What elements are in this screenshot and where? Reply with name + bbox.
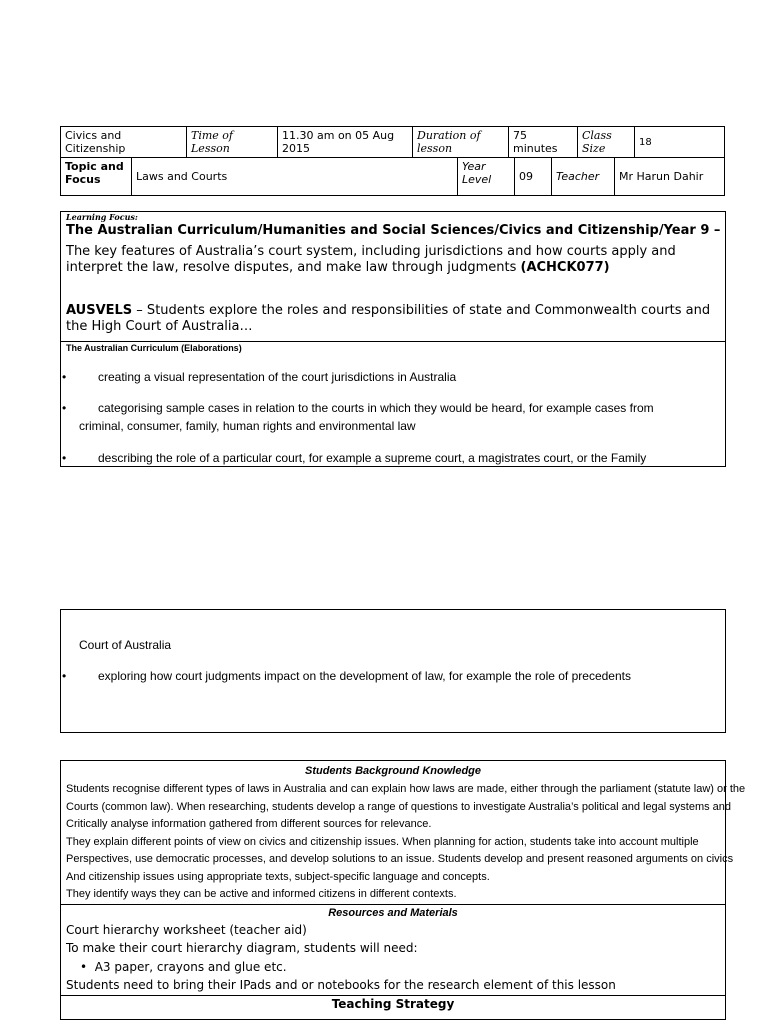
- background-line: Courts (common law). When researching, students develop a range of questions to investigate Australia’s political and legal systems and: [66, 800, 732, 813]
- year-value-cell: 09: [515, 158, 552, 196]
- year-label-cell: Year Level: [458, 158, 515, 196]
- teacher-value-cell: Mr Harun Dahir: [615, 158, 725, 196]
- bullet-icon: •: [62, 370, 67, 384]
- background-line: Students recognise different types of laws in Australia and can explain how laws are made, either through the parliament (statute law) or the: [66, 783, 746, 795]
- background-line: They explain different points of view on civics and citizenship issues. When planning for action, students take into account multiple: [66, 835, 699, 848]
- bullet-icon: •: [80, 960, 88, 974]
- bullet-icon: •: [62, 669, 67, 683]
- elaborations-label: The Australian Curriculum (Elaborations): [66, 343, 242, 353]
- teacher-label-cell: Teacher: [552, 158, 615, 196]
- ausvels-label: AUSVELS: [66, 303, 133, 318]
- bullet-icon: •: [62, 451, 67, 465]
- resources-bullet-text: A3 paper, crayons and glue etc.: [94, 960, 287, 974]
- lesson-header-table: [60, 126, 725, 158]
- resources-line-2: To make their court hierarchy diagram, students will need:: [66, 941, 418, 955]
- resources-line-3: Students need to bring their IPads and or notebooks for the research element of this lesson: [66, 978, 616, 992]
- time-value-cell: 11.30 am on 05 Aug 2015: [278, 127, 413, 158]
- background-line: They identify ways they can be active and informed citizens in different contexts.: [66, 888, 457, 900]
- learning-focus-paragraph-text: The key features of Australia’s court system, including jurisdictions and how courts apply and interpret the law, resolve disputes, and make law through judgments: [66, 244, 676, 275]
- subject-cell: Civics and Citizenship: [61, 127, 187, 158]
- learning-focus-label: Learning Focus:: [66, 212, 138, 222]
- class-size-value-cell: 18: [635, 127, 725, 158]
- background-text: [66, 781, 746, 904]
- learning-focus-heading: The Australian Curriculum/Humanities and Social Sciences/Civics and Citizenship/Year 9 –: [66, 223, 721, 238]
- resources-heading: Resources and Materials: [328, 907, 458, 919]
- elaboration-text-3: describing the role of a particular court, for example a supreme court, a magistrates court, or the Family: [98, 451, 647, 465]
- ausvels-text: – Students explore the roles and responsibilities of state and Commonwealth courts and the High Court of Australia…: [66, 303, 711, 334]
- elaboration-text-4: exploring how court judgments impact on the development of law, for example the role of precedents: [98, 669, 631, 683]
- resources-bullet: [80, 960, 287, 974]
- background-line: Critically analyse information gathered from different sources for relevance.: [66, 818, 432, 830]
- elaboration-text-3b: Court of Australia: [79, 638, 172, 652]
- background-line: Perspectives, use democratic processes, and develop solutions to an issue. Students develop and present reasoned arguments on civics: [66, 853, 734, 865]
- duration-label-cell: Duration of lesson: [413, 127, 509, 158]
- bullet-icon: •: [62, 401, 67, 415]
- time-label-cell: Time of Lesson: [187, 127, 278, 158]
- resources-divider: [60, 904, 726, 905]
- lesson-topic-table: [60, 157, 725, 196]
- curriculum-code: (ACHCK077): [520, 260, 610, 275]
- teaching-divider: [60, 995, 726, 996]
- teaching-heading: Teaching Strategy: [331, 997, 455, 1011]
- background-heading: Students Background Knowledge: [304, 765, 481, 777]
- elaboration-text-2b: criminal, consumer, family, human rights and environmental law: [79, 419, 416, 433]
- duration-value-cell: 75 minutes: [509, 127, 578, 158]
- learning-focus-paragraph: [66, 244, 716, 276]
- topic-label-cell: Topic and Focus: [61, 158, 132, 196]
- elaboration-text-1: creating a visual representation of the court jurisdictions in Australia: [98, 370, 457, 384]
- elaboration-text-2a: categorising sample cases in relation to the courts in which they would be heard, for example cases from: [98, 401, 654, 415]
- class-size-label-cell: Class Size: [578, 127, 635, 158]
- resources-line-1: Court hierarchy worksheet (teacher aid): [66, 923, 307, 937]
- background-line: And citizenship issues using appropriate texts, subject-specific language and concepts.: [66, 870, 490, 883]
- topic-value-cell: Laws and Courts: [132, 158, 458, 196]
- learning-focus-divider: [60, 341, 726, 342]
- ausvels-paragraph: [66, 303, 716, 335]
